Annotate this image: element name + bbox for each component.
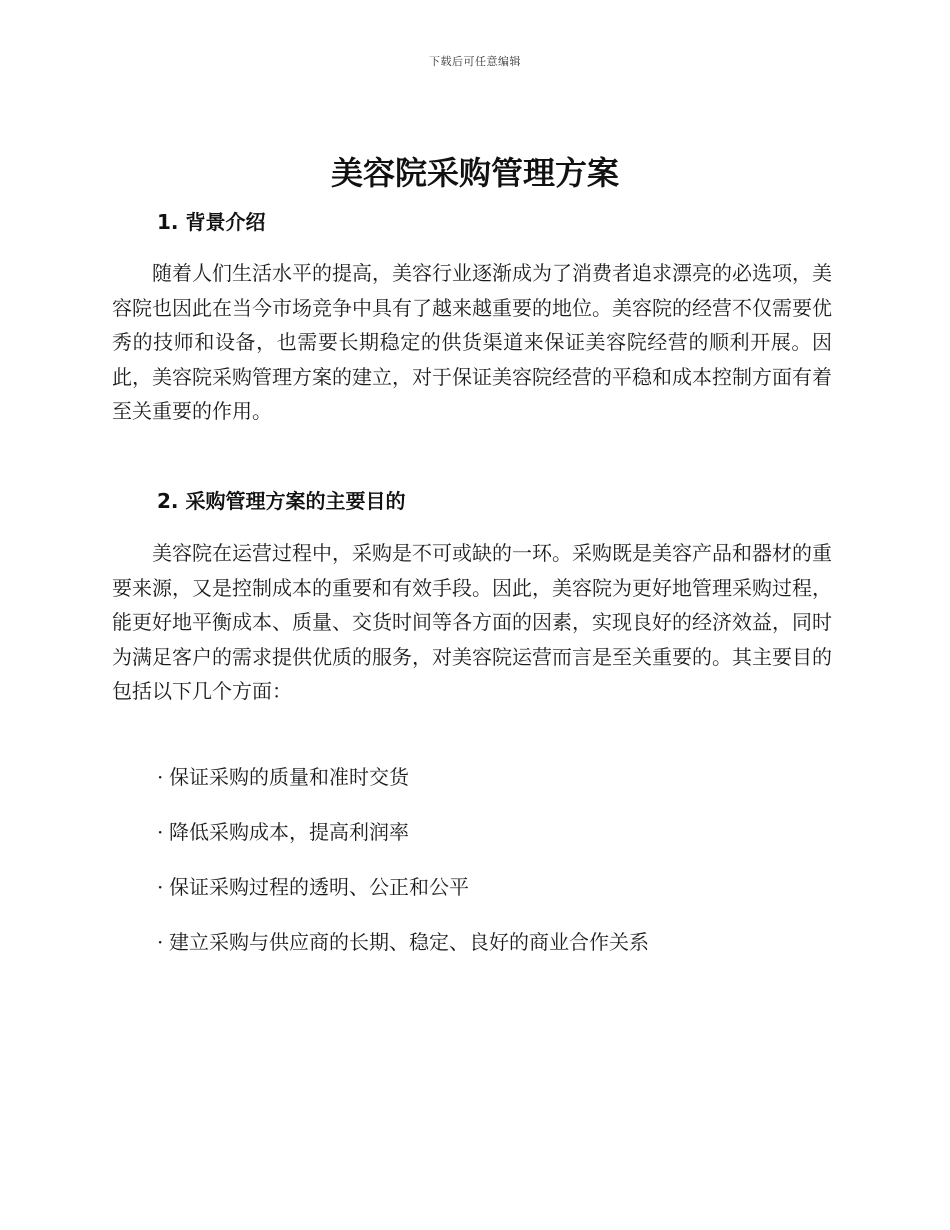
header-note: 下载后可任意编辑 (429, 55, 521, 68)
section-paragraph-background: 随着人们生活水平的提高，美容行业逐渐成为了消费者追求漂亮的必选项，美容院也因此在当今市场竞争中具有了越来越重要的地位。美容院的经营不仅需要优秀的技师和设备，也需要长期稳定的供货渠道来保证美容院经营的顺利开展。因此，美容院采购管理方案的建立，对于保证美容院经营的平稳和成本控制方面有着至关重要的作用。 (112, 261, 832, 424)
purpose-bullet-list (157, 760, 649, 980)
list-item-text: 保证采购过程的透明、公正和公平 (169, 875, 469, 899)
bullet-marker: · (157, 820, 164, 844)
list-item-text: 建立采购与供应商的长期、稳定、良好的商业合作关系 (169, 930, 649, 954)
list-item-text: 保证采购的质量和准时交货 (169, 765, 409, 789)
bullet-marker: · (157, 930, 164, 954)
list-item-text: 降低采购成本，提高利润率 (169, 820, 409, 844)
section-heading-background: 1. 背景介绍 (157, 210, 266, 234)
section-heading-purpose: 2. 采购管理方案的主要目的 (157, 489, 406, 513)
list-item (157, 815, 649, 870)
section-paragraph-purpose: 美容院在运营过程中，采购是不可或缺的一环。采购既是美容产品和器材的重要来源，又是控制成本的重要和有效手段。因此，美容院为更好地管理采购过程，能更好地平衡成本、质量、交货时间等各方面的因素，实现良好的经济效益，同时为满足客户的需求提供优质的服务，对美容院运营而言是至关重要的。其主要目的包括以下几个方面： (112, 541, 832, 704)
list-item (157, 925, 649, 980)
bullet-marker: · (157, 765, 164, 789)
list-item (157, 870, 649, 925)
document-title: 美容院采购管理方案 (330, 154, 619, 192)
list-item (157, 760, 649, 815)
bullet-marker: · (157, 875, 164, 899)
